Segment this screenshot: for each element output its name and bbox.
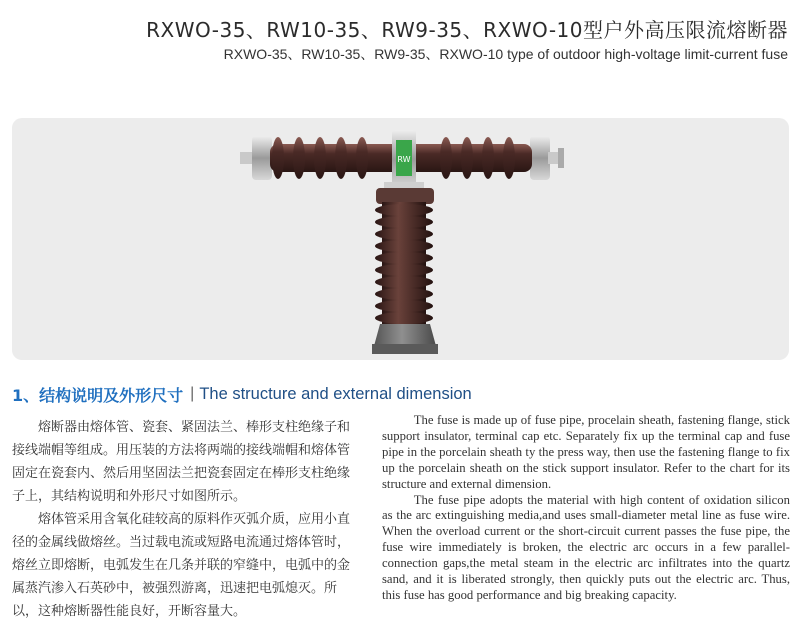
product-photo [12,118,789,360]
section-number: 1、 [12,385,40,405]
left-terminal-cap [240,136,272,180]
vertical-shed [375,300,433,312]
vertical-shed [375,288,433,300]
horizontal-shed [314,137,326,179]
horizontal-shed [461,137,473,179]
fuse-illustration [12,118,789,360]
vertical-shed [375,264,433,276]
insulator-base [372,324,438,354]
horizontal-shed [293,137,305,179]
horizontal-shed [482,137,494,179]
horizontal-shed [272,137,284,179]
horizontal-shed [440,137,452,179]
paragraph-cn: 熔体管采用含氧化硅较高的原料作灭弧介质，应用小直径的金属线做熔丝。当过载电流或短路电流通过熔体管时，熔丝立即熔断，电弧发生在几条并联的窄缝中，电弧中的金属蒸汽渗入石英砂中，被强烈游离，迅速把电弧熄灭。所以，这种熔断器性能良好，开断容量大。 [12,512,351,619]
label-text: RW [397,155,411,164]
horizontal-shed [335,137,347,179]
paragraph-cn: 熔断器由熔体管、瓷套、紧固法兰、棒形支柱绝缘子和接线端帽等组成。用压装的方法将两端的接线端帽和熔体管固定在瓷套内、然后用坚固法兰把瓷套固定在棒形支柱绝缘子上，其结构说明和外形尺寸如图所示。 [12,420,351,504]
horizontal-shed [503,137,515,179]
right-terminal-cap [530,136,564,180]
page-title-cn: RXWO-35、RW10-35、RW9-35、RXWO-10型户外高压限流熔断器 [146,18,788,42]
paragraph-en: The fuse pipe adopts the material with high content of oxidation silicon as the arc extinguishing media,and uses small-diameter metal line as fuse wire. When the overload current or the short-circuit current passes the fuse pipe, the fuse wire immediately is broken, the electric arc occurs in a few parallel-connection gaps,the metal steam in the electric arc infiltrates into the quartz sand, and it is liberated strongly, then quickly puts out the electric arc. Thus, this fuse has good performance and big breaking capacity. [382,492,790,602]
vertical-shed [375,276,433,288]
section-title-cn: 结构说明及外形尺寸 [39,385,184,405]
paragraph-en: The fuse is made up of fuse pipe, procelain sheath, fastening flange, stick support insulator, terminal cap etc. Separately fix up the terminal cap and fuse pipe in the porcelain sheath ty the press way, then use the fastening flange to fix up the porcelain sheath on the stick support insulator. Refer to the chart for its structure and external dimension. [382,413,790,491]
horizontal-shed [356,137,368,179]
section-heading [12,383,472,405]
vertical-shed [375,216,433,228]
description-cn [12,416,362,623]
vertical-shed [375,228,433,240]
vertical-shed [375,240,433,252]
section-separator: | [190,385,195,402]
vertical-shed [375,312,433,324]
vertical-shed [375,204,433,216]
vertical-shed [375,252,433,264]
page-title-en: RXWO-35、RW10-35、RW9-35、RXWO-10 type of outdoor high-voltage limit-current fuse [223,46,788,62]
stick-support-insulator [375,188,434,326]
section-title-en: The structure and external dimension [199,384,472,403]
description-en [382,413,790,604]
